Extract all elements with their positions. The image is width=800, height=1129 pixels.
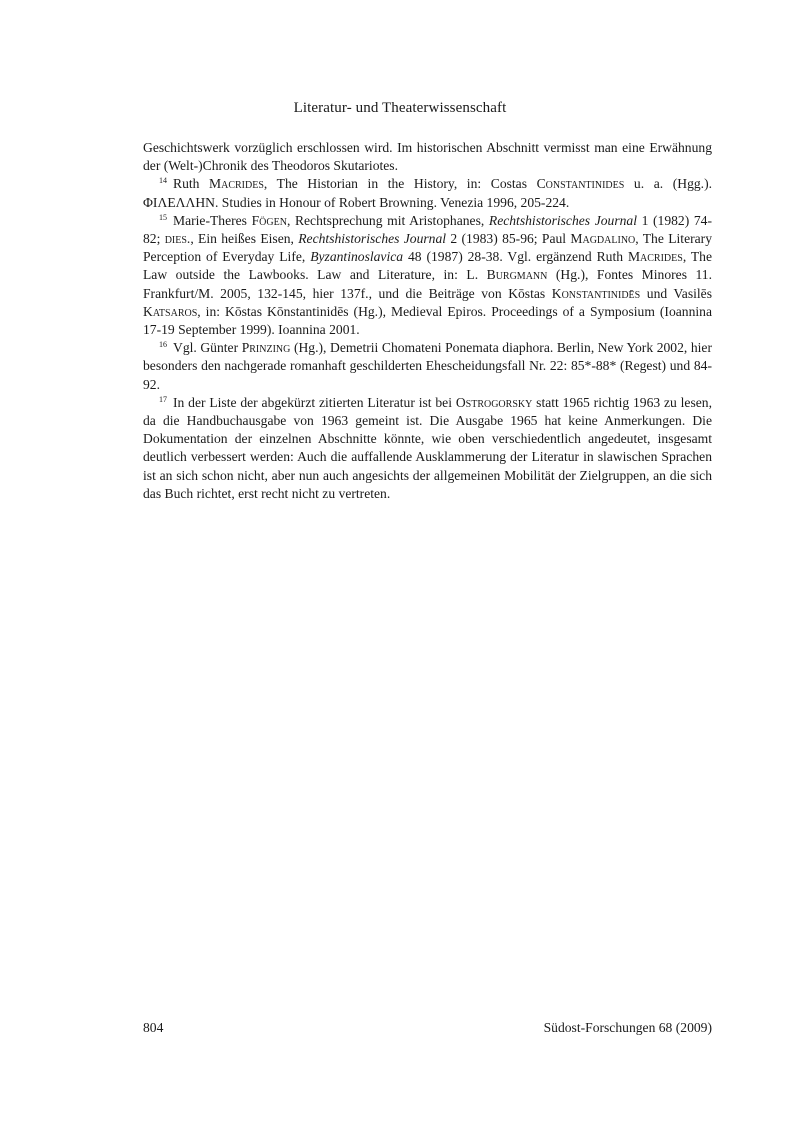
footnote-text: In der Liste der abgekürzt zitierten Literatur ist bei (173, 394, 456, 410)
author-name: Burgmann (486, 267, 548, 283)
author-name: Macrides (209, 176, 264, 192)
text-block (143, 139, 712, 503)
footnote-text: (Hg.), Fontes Minores 11. Frankfurt/M. 2005, 132-145, hier 137f., und die Beiträge von Kōstas (143, 267, 712, 301)
journal-title: Byzantinoslavica (310, 249, 404, 265)
footnote-text: statt 1965 richtig 1963 zu lesen, da die Handbuchausgabe von 1963 gemeint ist. Die Ausgabe 1965 hat keine Anmerkungen. Die Dokumentation der einzelnen Abschnitte könnte, wie oben verschiedentlich angedeutet, insgesamt deutlich verbessert werden: Auch die auffallende Ausklammerung der Literatur in slawischen Sprachen ist an sich schon nicht, aber nun auch angesichts der allgemeinen Mobilität der Zielgruppen, an die sich das Buch richtet, erst recht nicht zu vertreten. (143, 394, 712, 501)
author-name: Constantinides (536, 176, 625, 192)
author-name: Konstantinidēs (551, 285, 641, 301)
footnote-text: , The Historian in the History, in: Costas (263, 176, 537, 192)
footnote-text: , The Literary Perception of Everyday Life, (143, 231, 712, 265)
footnote-number: 14 (159, 176, 167, 186)
footnote-14 (143, 175, 712, 211)
journal-title: Rechtshistorisches Journal (298, 231, 447, 247)
footnote-text: , Rechtsprechung mit Aristophanes, (286, 212, 489, 228)
footnote-number: 16 (159, 340, 167, 350)
running-head: Literatur- und Theaterwissenschaft (293, 100, 507, 116)
footnote-text: Ruth (173, 176, 210, 192)
author-name: Macrides (627, 249, 683, 265)
author-name: Ostrogorsky (455, 394, 533, 410)
author-name: Magdalino (570, 231, 636, 247)
footnote-17 (143, 394, 712, 503)
footnote-text: , in: Kōstas Kōnstantinidēs (Hg.), Medieval Epiros. Proceedings of a Symposium (Ioannina 17-19 September 1999). Ioannina 2001. (143, 303, 712, 338)
footnote-15 (143, 212, 712, 339)
footnote-text: Marie-Theres (173, 212, 252, 228)
footnote-text: u. a. (Hgg.). ΦΙΛΕΛΛΗΝ. Studies in Honour of Robert Browning. Venezia 1996, 205-224. (143, 176, 712, 210)
footnote-text: und Vasilēs (640, 285, 713, 301)
journal-title: Rechtshistorisches Journal (488, 212, 637, 228)
footnote-text: 48 (1987) 28-38. Vgl. ergänzend Ruth (403, 249, 628, 265)
footnote-text: 1 (1982) 74-82; (143, 212, 712, 247)
author-name: Fögen (251, 212, 287, 228)
footnote-text: 2 (1983) 85-96; Paul (446, 231, 571, 247)
journal-citation: Südost-Forschungen 68 (2009) (543, 1020, 712, 1035)
footnote-16 (143, 339, 712, 394)
footnote-text: Vgl. Günter (173, 340, 242, 356)
author-name: Prinzing (241, 340, 291, 356)
body-paragraph: Geschichtswerk vorzüglich erschlossen wird. Im historischen Abschnitt vermisst man eine Erwähnung der (Welt-)Chronik des Theodoros Skutariotes. (143, 140, 712, 174)
footnote-text: (Hg.), Demetrii Chomateni Ponemata diaphora. Berlin, New York 2002, hier besonders den nachgerade romanhaft geschilderten Ehescheidungsfall Nr. 22: 85*-88* (Regest) und 84-92. (143, 340, 712, 392)
author-name: dies. (164, 231, 191, 247)
author-name: Katsaros (143, 303, 198, 319)
footnote-number: 15 (159, 212, 167, 222)
page-number: 804 (143, 1020, 164, 1035)
footnote-text: , Ein heißes Eisen, (190, 231, 299, 247)
footnote-text: , The Law outside the Lawbooks. Law and Literature, in: L. (143, 249, 713, 283)
footnote-number: 17 (159, 394, 167, 404)
